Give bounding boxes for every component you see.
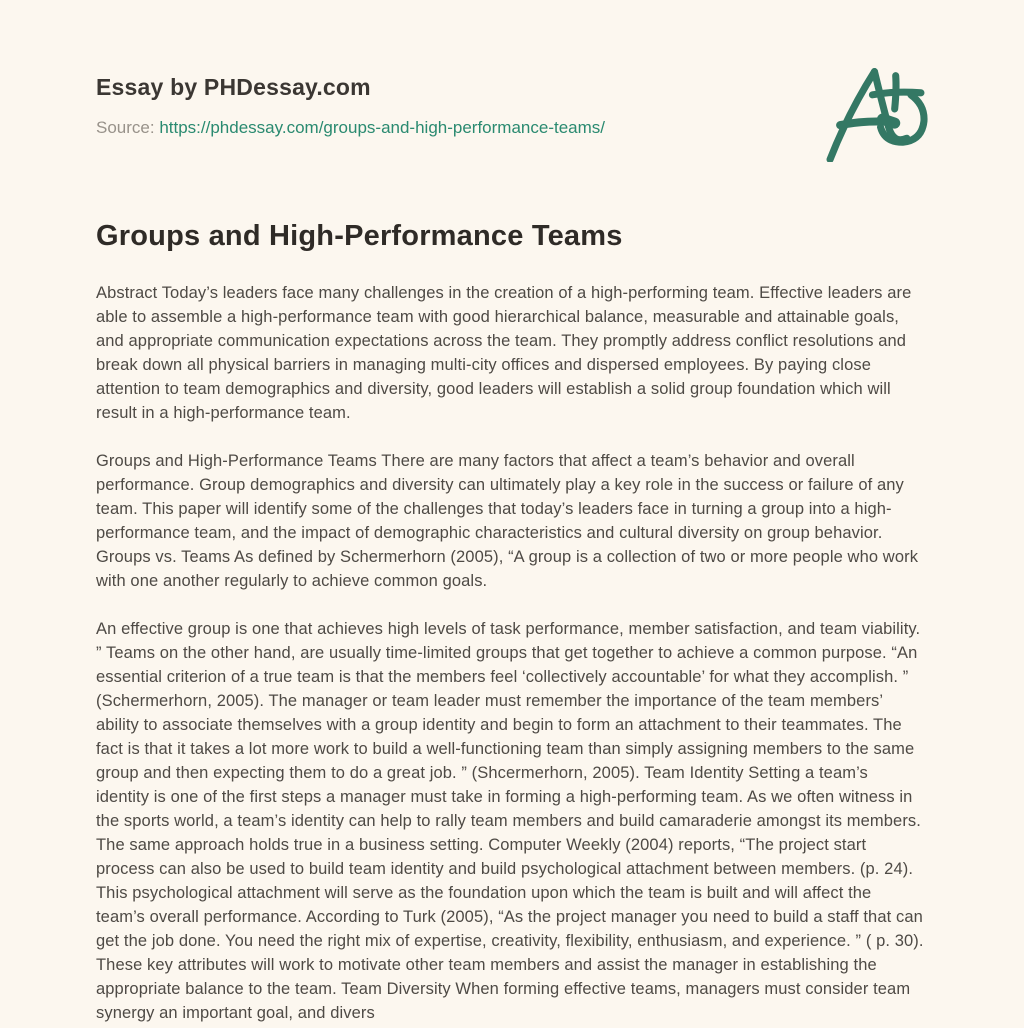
essay-paragraph: Abstract Today’s leaders face many challenges in the creation of a high-performing team. Effective leaders are able to assemble a high-performance team with good hierarchical balance, measurable and attainable goals, and appropriate communication expectations across the team. They promptly address conflict resolutions and break down all physical barriers in managing multi-city offices and dispersed employees. By paying close attention to team demographics and diversity, good leaders will establish a solid group foundation which will result in a high-performance team. xyxy=(96,284,912,422)
source-link[interactable]: https://phdessay.com/groups-and-high-performance-teams/ xyxy=(159,118,606,137)
essay-body xyxy=(96,281,924,1025)
essay-paragraph: Groups and High-Performance Teams There are many factors that affect a team’s behavior and overall performance. Group demographics and diversity can ultimately play a key role in the success or failure of any team. This paper will identify some of the challenges that today’s leaders face in turning a group into a high-performance team, and the impact of demographic characteristics and cultural diversity on group behavior. Groups vs. Teams As defined by Schermerhorn (2005), “A group is a collection of two or more people who work with one another regularly to achieve common goals. xyxy=(96,452,919,590)
essay-header xyxy=(96,74,928,138)
essay-paragraph: An effective group is one that achieves high levels of task performance, member satisfaction, and team viability. ” Teams on the other hand, are usually time-limited groups that get together to achieve a common purpose. “An essential criterion of a true team is that the members feel ‘collectively accountable’ for what they accomplish. ” (Schermerhorn, 2005). The manager or team leader must remember the importance of the team members’ ability to associate themselves with a group identity and begin to form an attachment to their teammates. The fact is that it takes a lot more work to build a well-functioning team than simply assigning members to the same group and then expecting them to do a great job. ” (Shcermerhorn, 2005). Team Identity Setting a team’s identity is one of the first steps a manager must take in forming a high-performing team. As we often witness in the sports world, a team’s identity can help to rally team members and build camaraderie amongst its members. The same approach holds true in a business setting. Computer Weekly (2004) reports, “The project start process can also be used to build team identity and build psychological attachment between members. (p. 24). This psychological attachment will serve as the foundation upon which the team is built and will affect the team’s overall performance. According to Turk (2005), “As the project manager you need to build a staff that can get the job done. You need the right mix of expertise, creativity, flexibility, enthusiasm, and experience. ” ( p. 30). These key attributes will work to motivate other team members and assist the manager in establishing the appropriate balance to the team. Team Diversity When forming effective teams, managers must consider team synergy an important goal, and divers xyxy=(96,620,924,1022)
site-title: Essay by PHDessay.com xyxy=(96,74,371,100)
a-plus-logo-icon xyxy=(824,66,928,162)
source-row xyxy=(96,118,928,138)
essay-title: Groups and High-Performance Teams xyxy=(96,220,623,252)
essay-content xyxy=(96,220,928,1025)
source-label: Source: xyxy=(96,118,155,137)
